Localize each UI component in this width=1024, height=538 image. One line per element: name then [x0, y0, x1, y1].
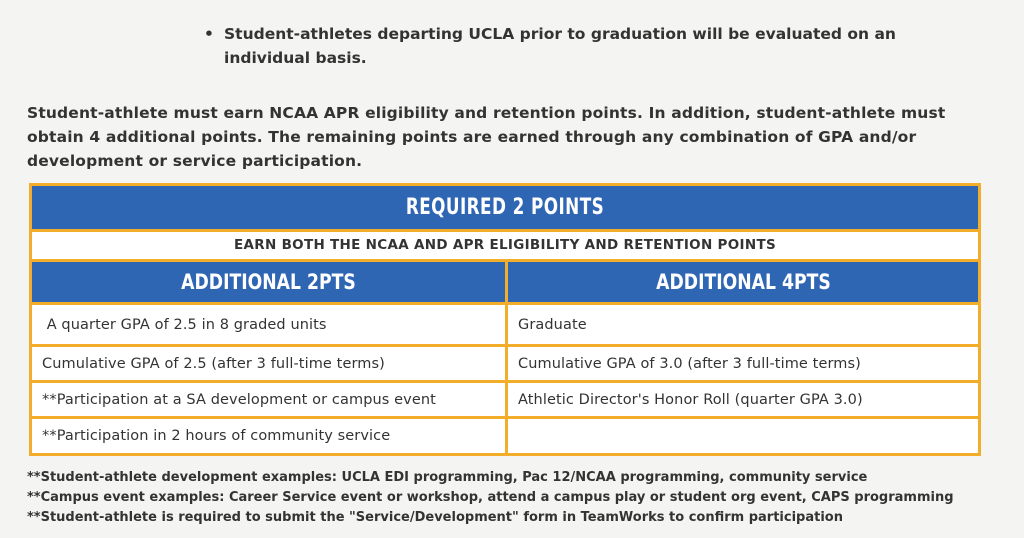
table-cell: Cumulative GPA of 3.0 (after 3 full-time terms): [518, 355, 861, 372]
bullet-text: Student-athletes departing UCLA prior to graduation will be evaluated on an individual basis.: [224, 25, 896, 67]
footnotes: [27, 468, 1007, 528]
column-header-4pts: ADDITIONAL 4PTS: [508, 262, 978, 302]
table-row: [32, 347, 978, 383]
table-cell: [508, 419, 978, 453]
bullet-dot-icon: •: [204, 25, 214, 43]
footnote: **Campus event examples: Career Service event or workshop, attend a campus play or student org event, CAPS programming: [27, 490, 954, 505]
table-title-bar: [32, 186, 978, 232]
table-cell: A quarter GPA of 2.5 in 8 graded units: [32, 305, 508, 344]
table-title: REQUIRED 2 POINTS: [103, 186, 907, 229]
footnote: **Student-athlete development examples: UCLA EDI programming, Pac 12/NCAA programming, community service: [27, 470, 868, 485]
table-cell: **Participation in 2 hours of community service: [32, 419, 508, 453]
column-header-row: [32, 262, 978, 305]
table-cell: Cumulative GPA of 2.5 (after 3 full-time terms): [32, 347, 508, 380]
column-header-2pts: ADDITIONAL 2PTS: [32, 262, 508, 302]
intro-paragraph: Student-athlete must earn NCAA APR eligibility and retention points. In addition, student-athlete must obtain 4 additional points. The remaining points are earned through any combination of GPA and/or development or service participation.: [27, 104, 946, 170]
table-row: [32, 305, 978, 347]
table-cell: Graduate: [518, 316, 587, 333]
table-cell: Athletic Director's Honor Roll (quarter GPA 3.0): [518, 391, 863, 408]
points-table: [29, 183, 981, 456]
table-row: [32, 419, 978, 453]
table-row: [32, 383, 978, 419]
table-subtitle: EARN BOTH THE NCAA AND APR ELIGIBILITY AND RETENTION POINTS: [32, 232, 978, 262]
bullet-item: [204, 22, 944, 70]
footnote: **Student-athlete is required to submit the "Service/Development" form in TeamWorks to confirm participation: [27, 510, 843, 525]
table-cell: **Participation at a SA development or campus event: [32, 383, 508, 416]
